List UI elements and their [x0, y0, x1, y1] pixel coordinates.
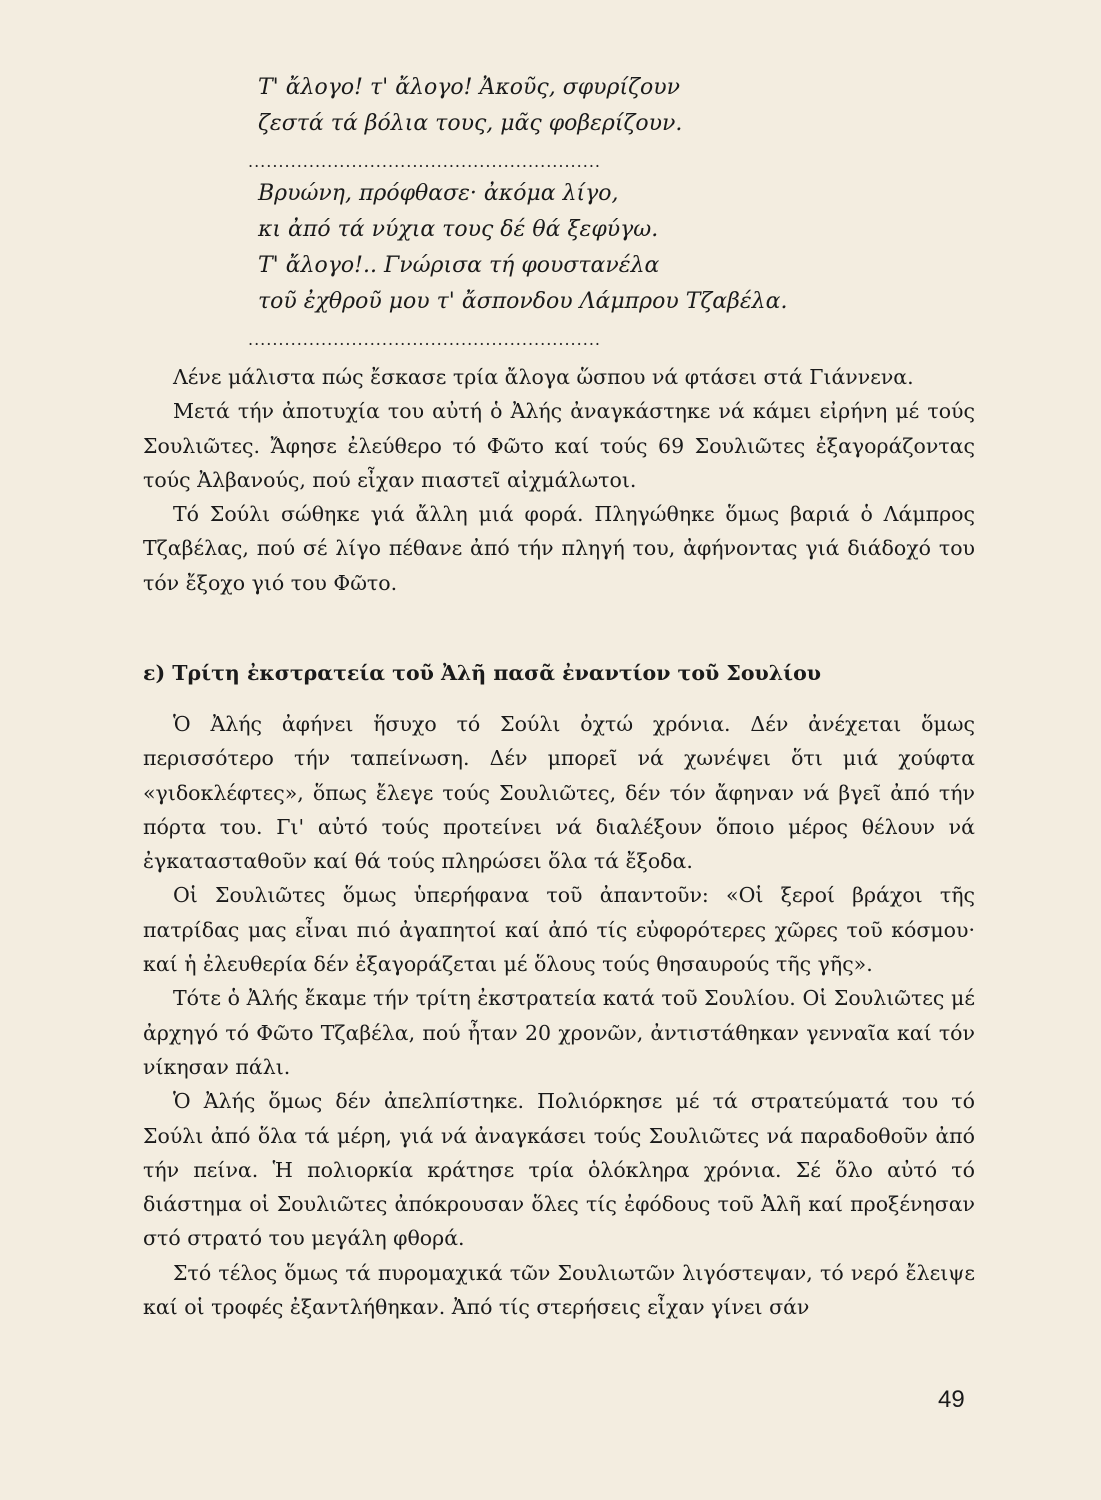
- verse-stanza-2: [258, 176, 1018, 320]
- prose-section-2: [143, 707, 975, 1324]
- paragraph: Μετά τήν ἀποτυχία του αὐτή ὁ Ἀλής ἀναγκάστηκε νά κάμει εἰρήνη μέ τούς Σουλιῶτες. Ἄφησε ἐλεύθερο τό Φῶτο καί τούς 69 Σουλιῶτες ἐξαγοράζοντας τούς Ἀλβανούς, πού εἶχαν πιαστεῖ αἰχμάλωτοι.: [143, 399, 975, 492]
- prose-section-1: [143, 360, 975, 600]
- paragraph: Οἱ Σουλιῶτες ὅμως ὑπερήφανα τοῦ ἀπαντοῦν: «Οἱ ξεροί βράχοι τῆς πατρίδας μας εἶναι πιό ἀγαπητοί καί ἀπό τίς εὐφορότερες χῶρες τοῦ κόσμου· καί ἡ ἐλευθερία δέν ἐξαγοράζεται μέ ὅλους τούς θησαυρούς τῆς γῆς».: [143, 883, 975, 977]
- ellipsis-divider: ..........................................................: [248, 152, 601, 171]
- verse-line: Βρυώνη, πρόφθασε· ἀκόμα λίγο,: [258, 181, 619, 206]
- paragraph: Στό τέλος ὅμως τά πυρομαχικά τῶν Σουλιωτῶν λιγόστεψαν, τό νερό ἔλειψε καί οἱ τροφές ἐξαντλήθηκαν. Ἀπό τίς στερήσεις εἶχαν γίνει σάν: [143, 1260, 975, 1320]
- verse-line: τοῦ ἐχθροῦ μου τ' ἄσπονδου Λάμπρου Τζαβέλα.: [258, 289, 788, 314]
- verse-line: Τ' ἄλογο! τ' ἄλογο! Ἀκοῦς, σφυρίζουν: [258, 75, 680, 100]
- verse-line: κι ἀπό τά νύχια τους δέ θά ξεφύγω.: [258, 217, 659, 242]
- paragraph: Τό Σούλι σώθηκε γιά ἄλλη μιά φορά. Πληγώθηκε ὅμως βαριά ὁ Λάμπρος Τζαβέλας, πού σέ λίγο πέθανε ἀπό τήν πληγή του, ἀφήνοντας γιά διάδοχό του τόν ἔξοχο γιό του Φῶτο.: [143, 502, 975, 595]
- paragraph: Λένε μάλιστα πώς ἔσκασε τρία ἄλογα ὥσπου νά φτάσει στά Γιάννενα.: [173, 365, 914, 389]
- verse-stanza-1: [258, 70, 1018, 142]
- paragraph: Ὁ Ἀλής ἀφήνει ἥσυχο τό Σούλι ὀχτώ χρόνια. Δέν ἀνέχεται ὅμως περισσότερο τήν ταπείνωση. Δέν μπορεῖ νά χωνέψει ὅτι μιά χούφτα «γιδοκλέφτες», ὅπως ἔλεγε τούς Σουλιῶτες, δέν τόν ἄφηναν νά βγεῖ ἀπό τήν πόρτα του. Γι' αὐτό τούς προτείνει νά διαλέξουν ὅποιο μέρος θέλουν νά ἐγκατασταθοῦν καί θά τούς πληρώσει ὅλα τά ἔξοδα.: [143, 712, 975, 874]
- paragraph: Τότε ὁ Ἀλής ἔκαμε τήν τρίτη ἐκστρατεία κατά τοῦ Σουλίου. Οἱ Σουλιῶτες μέ ἀρχηγό τό Φῶτο Τζαβέλα, πού ἦταν 20 χρονῶν, ἀντιστάθηκαν γενναῖα καί τόν νίκησαν πάλι.: [143, 986, 975, 1079]
- verse-line: Τ' ἄλογο!.. Γνώρισα τή φουστανέλα: [258, 253, 660, 278]
- page-number: 49: [938, 1386, 965, 1413]
- verse-line: ζεστά τά βόλια τους, μᾶς φοβερίζουν.: [258, 111, 683, 136]
- section-heading: ε) Τρίτη ἐκστρατεία τοῦ Ἀλῆ πασᾶ ἐναντίον τοῦ Σουλίου: [143, 661, 821, 685]
- paragraph: Ὁ Ἀλής ὅμως δέν ἀπελπίστηκε. Πολιόρκησε μέ τά στρατεύματά του τό Σούλι ἀπό ὅλα τά μέρη, γιά νά ἀναγκάσει τούς Σουλιῶτες νά παραδοθοῦν ἀπό τήν πείνα. Ἡ πολιορκία κράτησε τρία ὁλόκληρα χρόνια. Σέ ὅλο αὐτό τό διάστημα οἱ Σουλιῶτες ἀπόκρουσαν ὅλες τίς ἐφόδους τοῦ Ἀλῆ καί προξένησαν στό στρατό του μεγάλη φθορά.: [143, 1089, 975, 1251]
- ellipsis-divider: ..........................................................: [248, 330, 601, 349]
